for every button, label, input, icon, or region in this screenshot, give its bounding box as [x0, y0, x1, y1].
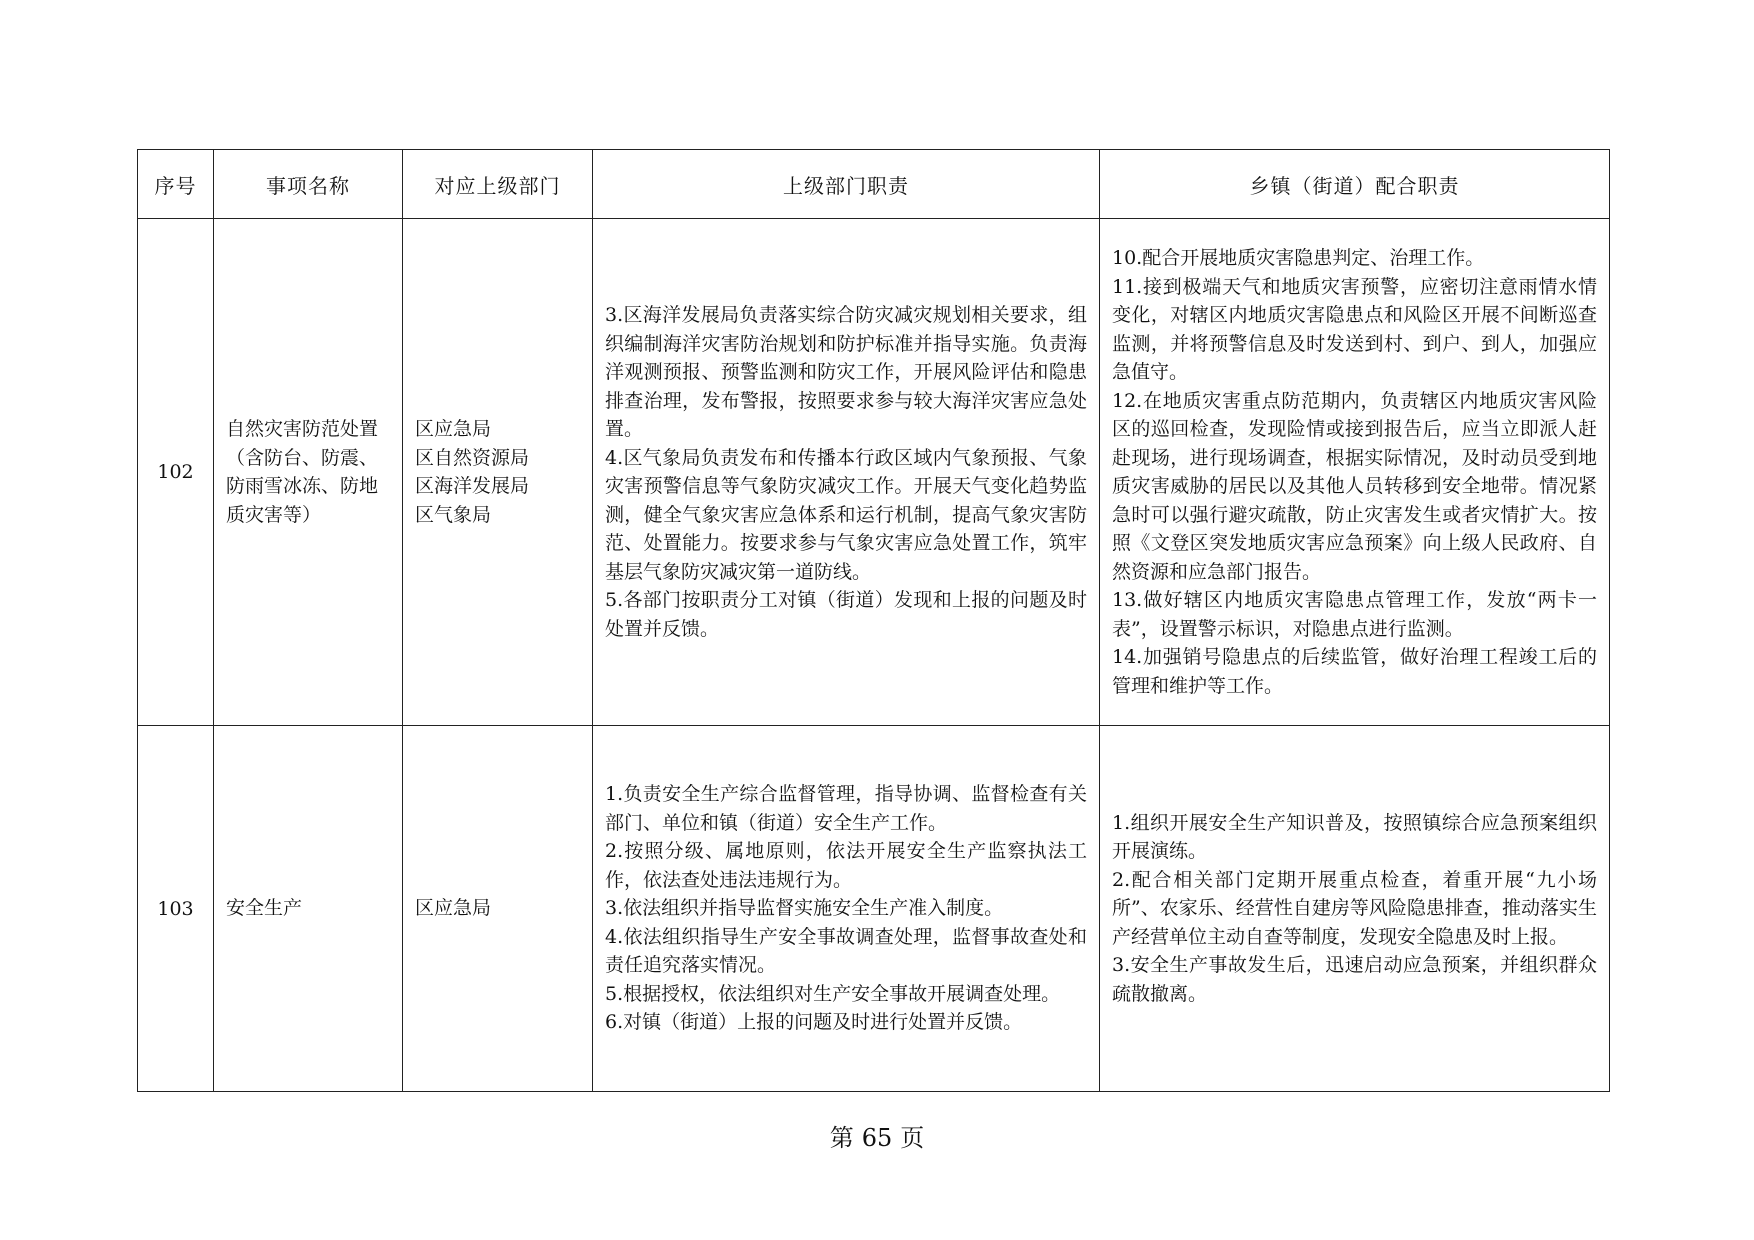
header-upper-duties: 上级部门职责 [593, 150, 1100, 219]
duty-item: 2.配合相关部门定期开展重点检查，着重开展“九小场所”、农家乐、经营性自建房等风险隐患排查，推动落实生产经营单位主动自查等制度，发现安全隐患及时上报。 [1112, 868, 1597, 948]
page-number-footer [0, 1118, 1754, 1153]
row-departments [403, 219, 593, 726]
duty-item: 10.配合开展地质灾害隐患判定、治理工作。 [1112, 247, 1485, 269]
duty-item: 14.加强销号隐患点的后续监管，做好治理工程竣工后的管理和维护等工作。 [1112, 646, 1597, 697]
row-seq: 102 [138, 219, 214, 726]
duty-item: 1.组织开展安全生产知识普及，按照镇综合应急预案组织开展演练。 [1112, 811, 1597, 863]
header-upper-department: 对应上级部门 [403, 150, 593, 219]
duty-item: 3.安全生产事故发生后，迅速启动应急预案，并组织群众疏散撤离。 [1112, 954, 1597, 1005]
header-item-name: 事项名称 [214, 150, 403, 219]
row-item-name: 安全生产 [214, 726, 403, 1092]
duty-item: 5.各部门按职责分工对镇（街道）发现和上报的问题及时处置并反馈。 [605, 589, 1087, 640]
duty-table [137, 149, 1610, 1092]
duty-item: 13.做好辖区内地质灾害隐患点管理工作，发放“两卡一表”，设置警示标识，对隐患点进行监测。 [1112, 589, 1597, 640]
page-suffix: 页 [900, 1124, 925, 1152]
table-header-row [138, 150, 1610, 219]
duty-item: 2.按照分级、属地原则，依法开展安全生产监察执法工作，依法查处违法违规行为。 [605, 840, 1087, 891]
table-row [138, 726, 1610, 1092]
duty-item: 3.依法组织并指导监督实施安全生产准入制度。 [605, 897, 1004, 920]
header-town-duties: 乡镇（街道）配合职责 [1100, 150, 1610, 219]
page-prefix: 第 [829, 1124, 854, 1152]
row-departments [403, 726, 593, 1092]
duty-item: 6.对镇（街道）上报的问题及时进行处置并反馈。 [605, 1011, 1023, 1034]
duty-item: 1.负责安全生产综合监督管理，指导协调、监督检查有关部门、单位和镇（街道）安全生产工作。 [605, 783, 1087, 834]
duty-item: 12.在地质灾害重点防范期内，负责辖区内地质灾害风险区的巡回检查，发现险情或接到报告后，应当立即派人赶赴现场，进行现场调查，根据实际情况，及时动员受到地质灾害威胁的居民以及其他人员转移到安全地带。情况紧急时可以强行避灾疏散，防止灾害发生或者灾情扩大。按照《文登区突发地质灾害应急预案》向上级人民政府、自然资源和应急部门报告。 [1112, 389, 1597, 583]
row-item-name: 自然灾害防范处置（含防台、防震、防雨雪冰冻、防地质灾害等） [214, 219, 403, 726]
row-upper-duties [593, 726, 1100, 1092]
row-town-duties [1100, 726, 1610, 1092]
duty-item: 11.接到极端天气和地质灾害预警，应密切注意雨情水情变化，对辖区内地质灾害隐患点和风险区开展不间断巡查监测，并将预警信息及时发送到村、到户、到人，加强应急值守。 [1112, 275, 1597, 383]
row-upper-duties [593, 219, 1100, 726]
duty-item: 4.依法组织指导生产安全事故调查处理，监督事故查处和责任追究落实情况。 [605, 925, 1087, 977]
duty-item: 3.区海洋发展局负责落实综合防灾减灾规划相关要求，组织编制海洋灾害防治规划和防护标准并指导实施。负责海洋观测预报、预警监测和防灾工作，开展风险评估和隐患排查治理，发布警报，按照要求参与较大海洋灾害应急处置。 [605, 304, 1087, 440]
page-number: 65 [861, 1124, 893, 1152]
header-seq: 序号 [138, 150, 214, 219]
table-row [138, 219, 1610, 726]
department-name: 区应急局 [415, 418, 492, 440]
department-name: 区海洋发展局 [415, 475, 530, 497]
department-name: 区气象局 [415, 503, 492, 526]
duty-item: 5.根据授权，依法组织对生产安全事故开展调查处理。 [605, 982, 1061, 1005]
department-name: 区应急局 [415, 897, 492, 920]
department-name: 区自然资源局 [415, 446, 530, 469]
duty-item: 4.区气象局负责发布和传播本行政区域内气象预报、气象灾害预警信息等气象防灾减灾工作。开展天气变化趋势监测，健全气象灾害应急体系和运行机制，提高气象灾害防范、处置能力。按要求参与气象灾害应急处置工作，筑牢基层气象防灾减灾第一道防线。 [605, 446, 1087, 583]
row-town-duties [1100, 219, 1610, 726]
row-seq: 103 [138, 726, 214, 1092]
